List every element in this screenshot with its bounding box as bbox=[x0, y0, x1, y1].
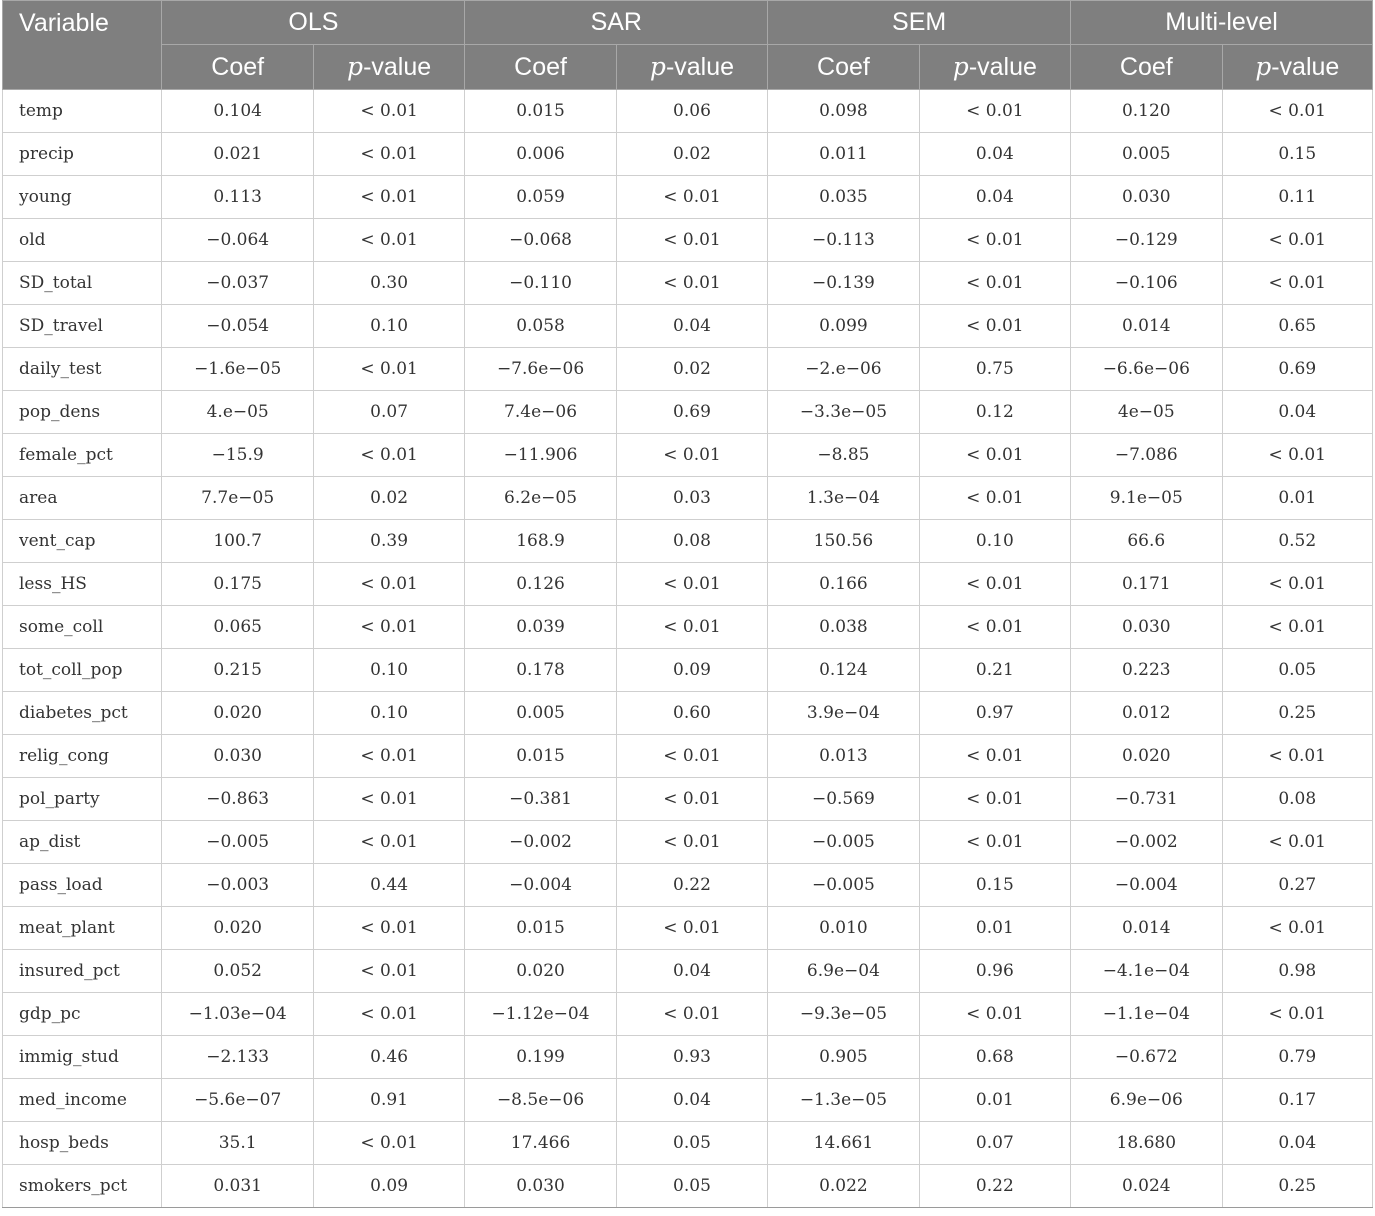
pvalue-cell-sar: 0.08 bbox=[616, 520, 767, 563]
pvalue-cell-sem: < 0.01 bbox=[919, 993, 1070, 1036]
pvalue-cell-sar: 0.05 bbox=[616, 1165, 767, 1208]
variable-name-cell: med_income bbox=[3, 1079, 162, 1122]
coef-cell-sem: 1.3e−04 bbox=[768, 477, 919, 520]
coef-cell-sem: 0.098 bbox=[768, 90, 919, 133]
pvalue-cell-sem: 0.04 bbox=[919, 133, 1070, 176]
model-header-sar: SAR bbox=[465, 1, 768, 45]
coef-cell-ols: 0.052 bbox=[162, 950, 313, 993]
pvalue-header-sem bbox=[919, 45, 1070, 90]
pvalue-cell-sar: 0.02 bbox=[616, 348, 767, 391]
variable-name-cell: hosp_beds bbox=[3, 1122, 162, 1165]
coef-cell-sem: 0.013 bbox=[768, 735, 919, 778]
coef-cell-multilevel: 0.014 bbox=[1071, 305, 1222, 348]
pvalue-header-prefix: p bbox=[952, 52, 969, 81]
pvalue-cell-multilevel: < 0.01 bbox=[1222, 434, 1372, 477]
pvalue-cell-ols: 0.09 bbox=[313, 1165, 464, 1208]
variable-name-cell: old bbox=[3, 219, 162, 262]
coef-cell-multilevel: 0.014 bbox=[1071, 907, 1222, 950]
pvalue-cell-sar: < 0.01 bbox=[616, 606, 767, 649]
coef-cell-sem: −1.3e−05 bbox=[768, 1079, 919, 1122]
table-row bbox=[3, 864, 1373, 907]
coef-cell-sem: 0.124 bbox=[768, 649, 919, 692]
table-row bbox=[3, 778, 1373, 821]
coef-cell-sem: 6.9e−04 bbox=[768, 950, 919, 993]
coef-cell-sem: 0.038 bbox=[768, 606, 919, 649]
coef-cell-sem: −9.3e−05 bbox=[768, 993, 919, 1036]
coef-cell-multilevel: 0.020 bbox=[1071, 735, 1222, 778]
coef-cell-sar: 0.058 bbox=[465, 305, 616, 348]
coef-cell-sem: −3.3e−05 bbox=[768, 391, 919, 434]
pvalue-cell-multilevel: < 0.01 bbox=[1222, 563, 1372, 606]
coef-cell-ols: 0.113 bbox=[162, 176, 313, 219]
pvalue-cell-sem: 0.96 bbox=[919, 950, 1070, 993]
coef-cell-sem: −0.113 bbox=[768, 219, 919, 262]
coef-cell-multilevel: −0.129 bbox=[1071, 219, 1222, 262]
coef-cell-sem: −0.005 bbox=[768, 864, 919, 907]
pvalue-cell-multilevel: < 0.01 bbox=[1222, 262, 1372, 305]
pvalue-header-prefix: p bbox=[1255, 52, 1272, 81]
pvalue-cell-ols: < 0.01 bbox=[313, 348, 464, 391]
table-row bbox=[3, 520, 1373, 563]
pvalue-cell-sar: < 0.01 bbox=[616, 219, 767, 262]
pvalue-cell-ols: < 0.01 bbox=[313, 778, 464, 821]
variable-header: Variable bbox=[3, 1, 162, 90]
coef-cell-sem: 0.166 bbox=[768, 563, 919, 606]
coef-cell-ols: 0.020 bbox=[162, 692, 313, 735]
coef-cell-sar: 0.020 bbox=[465, 950, 616, 993]
pvalue-cell-sar: < 0.01 bbox=[616, 563, 767, 606]
pvalue-cell-multilevel: 0.65 bbox=[1222, 305, 1372, 348]
coef-cell-multilevel: 0.120 bbox=[1071, 90, 1222, 133]
pvalue-cell-ols: < 0.01 bbox=[313, 563, 464, 606]
table-row bbox=[3, 133, 1373, 176]
pvalue-cell-sar: 0.09 bbox=[616, 649, 767, 692]
coef-cell-sem: 0.035 bbox=[768, 176, 919, 219]
pvalue-cell-ols: < 0.01 bbox=[313, 993, 464, 1036]
pvalue-cell-sem: < 0.01 bbox=[919, 606, 1070, 649]
coef-cell-sar: −0.110 bbox=[465, 262, 616, 305]
pvalue-cell-ols: 0.39 bbox=[313, 520, 464, 563]
coef-cell-sar: 0.199 bbox=[465, 1036, 616, 1079]
pvalue-cell-sar: 0.93 bbox=[616, 1036, 767, 1079]
pvalue-cell-sar: < 0.01 bbox=[616, 993, 767, 1036]
variable-name-cell: vent_cap bbox=[3, 520, 162, 563]
pvalue-cell-sem: < 0.01 bbox=[919, 219, 1070, 262]
coef-cell-sar: 0.059 bbox=[465, 176, 616, 219]
pvalue-cell-multilevel: 0.98 bbox=[1222, 950, 1372, 993]
variable-name-cell: less_HS bbox=[3, 563, 162, 606]
table-row bbox=[3, 950, 1373, 993]
table-row bbox=[3, 993, 1373, 1036]
pvalue-cell-multilevel: < 0.01 bbox=[1222, 606, 1372, 649]
coef-cell-ols: −0.863 bbox=[162, 778, 313, 821]
pvalue-cell-multilevel: < 0.01 bbox=[1222, 993, 1372, 1036]
pvalue-cell-multilevel: 0.79 bbox=[1222, 1036, 1372, 1079]
pvalue-cell-ols: 0.10 bbox=[313, 692, 464, 735]
pvalue-cell-sem: 0.10 bbox=[919, 520, 1070, 563]
pvalue-cell-ols: < 0.01 bbox=[313, 176, 464, 219]
pvalue-cell-ols: 0.46 bbox=[313, 1036, 464, 1079]
model-header-multilevel: Multi-level bbox=[1071, 1, 1373, 45]
table-row bbox=[3, 649, 1373, 692]
coef-cell-sar: 168.9 bbox=[465, 520, 616, 563]
coef-cell-ols: 0.175 bbox=[162, 563, 313, 606]
variable-name-cell: daily_test bbox=[3, 348, 162, 391]
coef-cell-ols: 35.1 bbox=[162, 1122, 313, 1165]
coef-cell-ols: 4.e−05 bbox=[162, 391, 313, 434]
pvalue-cell-multilevel: 0.27 bbox=[1222, 864, 1372, 907]
variable-name-cell: immig_stud bbox=[3, 1036, 162, 1079]
coef-cell-sem: −0.005 bbox=[768, 821, 919, 864]
coef-cell-multilevel: 0.030 bbox=[1071, 606, 1222, 649]
pvalue-cell-sem: 0.22 bbox=[919, 1165, 1070, 1208]
table-body bbox=[3, 90, 1373, 1208]
coef-cell-sar: −11.906 bbox=[465, 434, 616, 477]
table-row bbox=[3, 348, 1373, 391]
pvalue-cell-ols: < 0.01 bbox=[313, 821, 464, 864]
coef-header-multilevel: Coef bbox=[1071, 45, 1222, 90]
header-row-stats bbox=[3, 45, 1373, 90]
variable-name-cell: precip bbox=[3, 133, 162, 176]
coef-cell-multilevel: 0.030 bbox=[1071, 176, 1222, 219]
coef-cell-sar: 0.015 bbox=[465, 735, 616, 778]
variable-name-cell: young bbox=[3, 176, 162, 219]
variable-name-cell: smokers_pct bbox=[3, 1165, 162, 1208]
variable-name-cell: SD_travel bbox=[3, 305, 162, 348]
pvalue-cell-ols: 0.02 bbox=[313, 477, 464, 520]
coef-cell-multilevel: 0.223 bbox=[1071, 649, 1222, 692]
pvalue-cell-ols: < 0.01 bbox=[313, 434, 464, 477]
coef-cell-sem: 0.022 bbox=[768, 1165, 919, 1208]
pvalue-cell-sar: 0.06 bbox=[616, 90, 767, 133]
table-row bbox=[3, 477, 1373, 520]
coef-cell-sar: 17.466 bbox=[465, 1122, 616, 1165]
coef-cell-sem: −0.569 bbox=[768, 778, 919, 821]
coef-cell-sar: 7.4e−06 bbox=[465, 391, 616, 434]
table-row bbox=[3, 606, 1373, 649]
coef-cell-multilevel: −0.002 bbox=[1071, 821, 1222, 864]
variable-name-cell: pol_party bbox=[3, 778, 162, 821]
table-row bbox=[3, 821, 1373, 864]
pvalue-cell-multilevel: 0.15 bbox=[1222, 133, 1372, 176]
pvalue-cell-sem: 0.07 bbox=[919, 1122, 1070, 1165]
pvalue-header-suffix: -value bbox=[968, 53, 1037, 81]
pvalue-cell-ols: < 0.01 bbox=[313, 90, 464, 133]
table-row bbox=[3, 434, 1373, 477]
coef-cell-multilevel: −0.672 bbox=[1071, 1036, 1222, 1079]
pvalue-cell-sem: 0.15 bbox=[919, 864, 1070, 907]
pvalue-cell-ols: < 0.01 bbox=[313, 606, 464, 649]
coef-cell-sem: 150.56 bbox=[768, 520, 919, 563]
pvalue-cell-sem: 0.21 bbox=[919, 649, 1070, 692]
pvalue-cell-multilevel: < 0.01 bbox=[1222, 907, 1372, 950]
coef-cell-multilevel: 4e−05 bbox=[1071, 391, 1222, 434]
pvalue-cell-ols: < 0.01 bbox=[313, 219, 464, 262]
pvalue-cell-sem: < 0.01 bbox=[919, 305, 1070, 348]
coef-cell-sar: 0.126 bbox=[465, 563, 616, 606]
coef-cell-multilevel: 0.005 bbox=[1071, 133, 1222, 176]
pvalue-cell-ols: 0.44 bbox=[313, 864, 464, 907]
table-row bbox=[3, 176, 1373, 219]
pvalue-cell-ols: 0.10 bbox=[313, 649, 464, 692]
coef-header-sem: Coef bbox=[768, 45, 919, 90]
coef-cell-sar: 6.2e−05 bbox=[465, 477, 616, 520]
coef-cell-sar: −0.068 bbox=[465, 219, 616, 262]
pvalue-cell-sar: 0.60 bbox=[616, 692, 767, 735]
pvalue-cell-sem: 0.75 bbox=[919, 348, 1070, 391]
pvalue-cell-multilevel: < 0.01 bbox=[1222, 735, 1372, 778]
pvalue-cell-sem: < 0.01 bbox=[919, 90, 1070, 133]
table-row bbox=[3, 1122, 1373, 1165]
table-header bbox=[3, 1, 1373, 90]
pvalue-cell-sar: 0.69 bbox=[616, 391, 767, 434]
coef-cell-ols: 0.065 bbox=[162, 606, 313, 649]
pvalue-cell-ols: < 0.01 bbox=[313, 133, 464, 176]
pvalue-cell-sar: 0.05 bbox=[616, 1122, 767, 1165]
pvalue-cell-sem: < 0.01 bbox=[919, 477, 1070, 520]
pvalue-cell-multilevel: 0.11 bbox=[1222, 176, 1372, 219]
variable-name-cell: female_pct bbox=[3, 434, 162, 477]
coef-cell-ols: −5.6e−07 bbox=[162, 1079, 313, 1122]
coef-cell-ols: 0.104 bbox=[162, 90, 313, 133]
coef-header-sar: Coef bbox=[465, 45, 616, 90]
pvalue-cell-sar: < 0.01 bbox=[616, 434, 767, 477]
variable-name-cell: relig_cong bbox=[3, 735, 162, 778]
coef-cell-ols: 0.020 bbox=[162, 907, 313, 950]
coef-cell-sem: 14.661 bbox=[768, 1122, 919, 1165]
pvalue-header-suffix: -value bbox=[665, 53, 735, 81]
pvalue-cell-multilevel: < 0.01 bbox=[1222, 821, 1372, 864]
pvalue-cell-ols: 0.91 bbox=[313, 1079, 464, 1122]
variable-name-cell: pass_load bbox=[3, 864, 162, 907]
coef-cell-ols: −15.9 bbox=[162, 434, 313, 477]
pvalue-cell-ols: 0.07 bbox=[313, 391, 464, 434]
pvalue-cell-sar: < 0.01 bbox=[616, 778, 767, 821]
coef-cell-multilevel: −0.731 bbox=[1071, 778, 1222, 821]
pvalue-cell-multilevel: < 0.01 bbox=[1222, 219, 1372, 262]
coef-cell-multilevel: 18.680 bbox=[1071, 1122, 1222, 1165]
coef-cell-multilevel: −0.004 bbox=[1071, 864, 1222, 907]
table-row bbox=[3, 907, 1373, 950]
pvalue-cell-sem: < 0.01 bbox=[919, 262, 1070, 305]
pvalue-cell-multilevel: 0.04 bbox=[1222, 391, 1372, 434]
coef-cell-multilevel: −1.1e−04 bbox=[1071, 993, 1222, 1036]
pvalue-cell-multilevel: 0.01 bbox=[1222, 477, 1372, 520]
pvalue-header-ols bbox=[313, 45, 464, 90]
pvalue-cell-sem: 0.68 bbox=[919, 1036, 1070, 1079]
pvalue-cell-sem: 0.12 bbox=[919, 391, 1070, 434]
model-header-sem: SEM bbox=[768, 1, 1071, 45]
coef-cell-multilevel: 9.1e−05 bbox=[1071, 477, 1222, 520]
pvalue-cell-sar: 0.03 bbox=[616, 477, 767, 520]
coef-cell-ols: 100.7 bbox=[162, 520, 313, 563]
pvalue-cell-sar: 0.02 bbox=[616, 133, 767, 176]
table-row bbox=[3, 563, 1373, 606]
pvalue-cell-sar: 0.22 bbox=[616, 864, 767, 907]
pvalue-cell-multilevel: 0.08 bbox=[1222, 778, 1372, 821]
pvalue-cell-sem: < 0.01 bbox=[919, 821, 1070, 864]
pvalue-header-suffix: -value bbox=[363, 53, 432, 81]
coef-cell-sem: 0.011 bbox=[768, 133, 919, 176]
coef-cell-sar: −1.12e−04 bbox=[465, 993, 616, 1036]
coef-cell-sar: 0.015 bbox=[465, 90, 616, 133]
coef-cell-sem: −2.e−06 bbox=[768, 348, 919, 391]
coef-cell-ols: 0.031 bbox=[162, 1165, 313, 1208]
coef-cell-ols: −0.054 bbox=[162, 305, 313, 348]
coef-cell-ols: −0.064 bbox=[162, 219, 313, 262]
coef-cell-sar: −0.004 bbox=[465, 864, 616, 907]
pvalue-cell-ols: < 0.01 bbox=[313, 735, 464, 778]
coef-cell-multilevel: 0.024 bbox=[1071, 1165, 1222, 1208]
pvalue-cell-multilevel: < 0.01 bbox=[1222, 90, 1372, 133]
coef-cell-multilevel: 6.9e−06 bbox=[1071, 1079, 1222, 1122]
coef-cell-sem: 3.9e−04 bbox=[768, 692, 919, 735]
pvalue-cell-sar: < 0.01 bbox=[616, 907, 767, 950]
pvalue-cell-multilevel: 0.05 bbox=[1222, 649, 1372, 692]
coef-cell-sem: 0.905 bbox=[768, 1036, 919, 1079]
coef-cell-sar: −8.5e−06 bbox=[465, 1079, 616, 1122]
pvalue-cell-multilevel: 0.25 bbox=[1222, 1165, 1372, 1208]
table-row bbox=[3, 735, 1373, 778]
pvalue-cell-sem: < 0.01 bbox=[919, 735, 1070, 778]
coef-cell-sar: 0.178 bbox=[465, 649, 616, 692]
pvalue-cell-multilevel: 0.25 bbox=[1222, 692, 1372, 735]
table-row bbox=[3, 391, 1373, 434]
coef-cell-sem: 0.099 bbox=[768, 305, 919, 348]
variable-name-cell: ap_dist bbox=[3, 821, 162, 864]
coef-cell-ols: 0.021 bbox=[162, 133, 313, 176]
coef-cell-ols: 0.030 bbox=[162, 735, 313, 778]
coef-cell-ols: −0.037 bbox=[162, 262, 313, 305]
pvalue-header-prefix: p bbox=[649, 52, 666, 81]
table-row bbox=[3, 1036, 1373, 1079]
pvalue-cell-sar: 0.04 bbox=[616, 1079, 767, 1122]
coef-cell-sar: 0.015 bbox=[465, 907, 616, 950]
coef-cell-multilevel: 0.012 bbox=[1071, 692, 1222, 735]
pvalue-cell-ols: < 0.01 bbox=[313, 1122, 464, 1165]
coef-cell-multilevel: −6.6e−06 bbox=[1071, 348, 1222, 391]
pvalue-cell-sem: < 0.01 bbox=[919, 778, 1070, 821]
coef-cell-ols: 0.215 bbox=[162, 649, 313, 692]
coef-cell-sar: 0.030 bbox=[465, 1165, 616, 1208]
variable-name-cell: insured_pct bbox=[3, 950, 162, 993]
coef-cell-multilevel: −0.106 bbox=[1071, 262, 1222, 305]
table-row bbox=[3, 262, 1373, 305]
regression-table bbox=[2, 0, 1373, 1208]
pvalue-cell-sem: < 0.01 bbox=[919, 434, 1070, 477]
pvalue-cell-ols: < 0.01 bbox=[313, 950, 464, 993]
pvalue-cell-sar: 0.04 bbox=[616, 305, 767, 348]
coef-cell-sar: 0.005 bbox=[465, 692, 616, 735]
variable-name-cell: diabetes_pct bbox=[3, 692, 162, 735]
coef-cell-ols: 7.7e−05 bbox=[162, 477, 313, 520]
coef-cell-sem: −0.139 bbox=[768, 262, 919, 305]
pvalue-header-suffix: -value bbox=[1271, 53, 1340, 81]
coef-cell-sem: −8.85 bbox=[768, 434, 919, 477]
pvalue-cell-sem: 0.01 bbox=[919, 907, 1070, 950]
table-row bbox=[3, 1079, 1373, 1122]
pvalue-cell-sar: < 0.01 bbox=[616, 821, 767, 864]
coef-header-ols: Coef bbox=[162, 45, 313, 90]
pvalue-cell-multilevel: 0.69 bbox=[1222, 348, 1372, 391]
coef-cell-ols: −0.003 bbox=[162, 864, 313, 907]
coef-cell-sar: −0.381 bbox=[465, 778, 616, 821]
pvalue-cell-sem: < 0.01 bbox=[919, 563, 1070, 606]
variable-name-cell: meat_plant bbox=[3, 907, 162, 950]
pvalue-cell-sar: < 0.01 bbox=[616, 176, 767, 219]
pvalue-cell-ols: 0.10 bbox=[313, 305, 464, 348]
pvalue-header-sar bbox=[616, 45, 767, 90]
variable-name-cell: SD_total bbox=[3, 262, 162, 305]
pvalue-cell-sar: < 0.01 bbox=[616, 262, 767, 305]
variable-name-cell: some_coll bbox=[3, 606, 162, 649]
pvalue-cell-sem: 0.97 bbox=[919, 692, 1070, 735]
table-row bbox=[3, 219, 1373, 262]
coef-cell-multilevel: 0.171 bbox=[1071, 563, 1222, 606]
variable-name-cell: area bbox=[3, 477, 162, 520]
pvalue-cell-ols: 0.30 bbox=[313, 262, 464, 305]
table-row bbox=[3, 692, 1373, 735]
table-row bbox=[3, 305, 1373, 348]
coef-cell-ols: −1.6e−05 bbox=[162, 348, 313, 391]
coef-cell-multilevel: 66.6 bbox=[1071, 520, 1222, 563]
coef-cell-ols: −0.005 bbox=[162, 821, 313, 864]
model-header-ols: OLS bbox=[162, 1, 465, 45]
table-row bbox=[3, 90, 1373, 133]
table-row bbox=[3, 1165, 1373, 1208]
pvalue-cell-ols: < 0.01 bbox=[313, 907, 464, 950]
variable-name-cell: tot_coll_pop bbox=[3, 649, 162, 692]
variable-name-cell: gdp_pc bbox=[3, 993, 162, 1036]
pvalue-cell-multilevel: 0.17 bbox=[1222, 1079, 1372, 1122]
pvalue-cell-sar: < 0.01 bbox=[616, 735, 767, 778]
coef-cell-ols: −2.133 bbox=[162, 1036, 313, 1079]
variable-name-cell: pop_dens bbox=[3, 391, 162, 434]
coef-cell-ols: −1.03e−04 bbox=[162, 993, 313, 1036]
pvalue-header-prefix: p bbox=[347, 52, 364, 81]
pvalue-cell-sem: 0.04 bbox=[919, 176, 1070, 219]
coef-cell-sar: 0.039 bbox=[465, 606, 616, 649]
header-row-models bbox=[3, 1, 1373, 45]
coef-cell-multilevel: −7.086 bbox=[1071, 434, 1222, 477]
pvalue-header-multilevel bbox=[1222, 45, 1372, 90]
coef-cell-sar: −0.002 bbox=[465, 821, 616, 864]
pvalue-cell-sar: 0.04 bbox=[616, 950, 767, 993]
coef-cell-sem: 0.010 bbox=[768, 907, 919, 950]
coef-cell-multilevel: −4.1e−04 bbox=[1071, 950, 1222, 993]
coef-cell-sar: 0.006 bbox=[465, 133, 616, 176]
pvalue-cell-sem: 0.01 bbox=[919, 1079, 1070, 1122]
coef-cell-sar: −7.6e−06 bbox=[465, 348, 616, 391]
variable-name-cell: temp bbox=[3, 90, 162, 133]
pvalue-cell-multilevel: 0.04 bbox=[1222, 1122, 1372, 1165]
pvalue-cell-multilevel: 0.52 bbox=[1222, 520, 1372, 563]
